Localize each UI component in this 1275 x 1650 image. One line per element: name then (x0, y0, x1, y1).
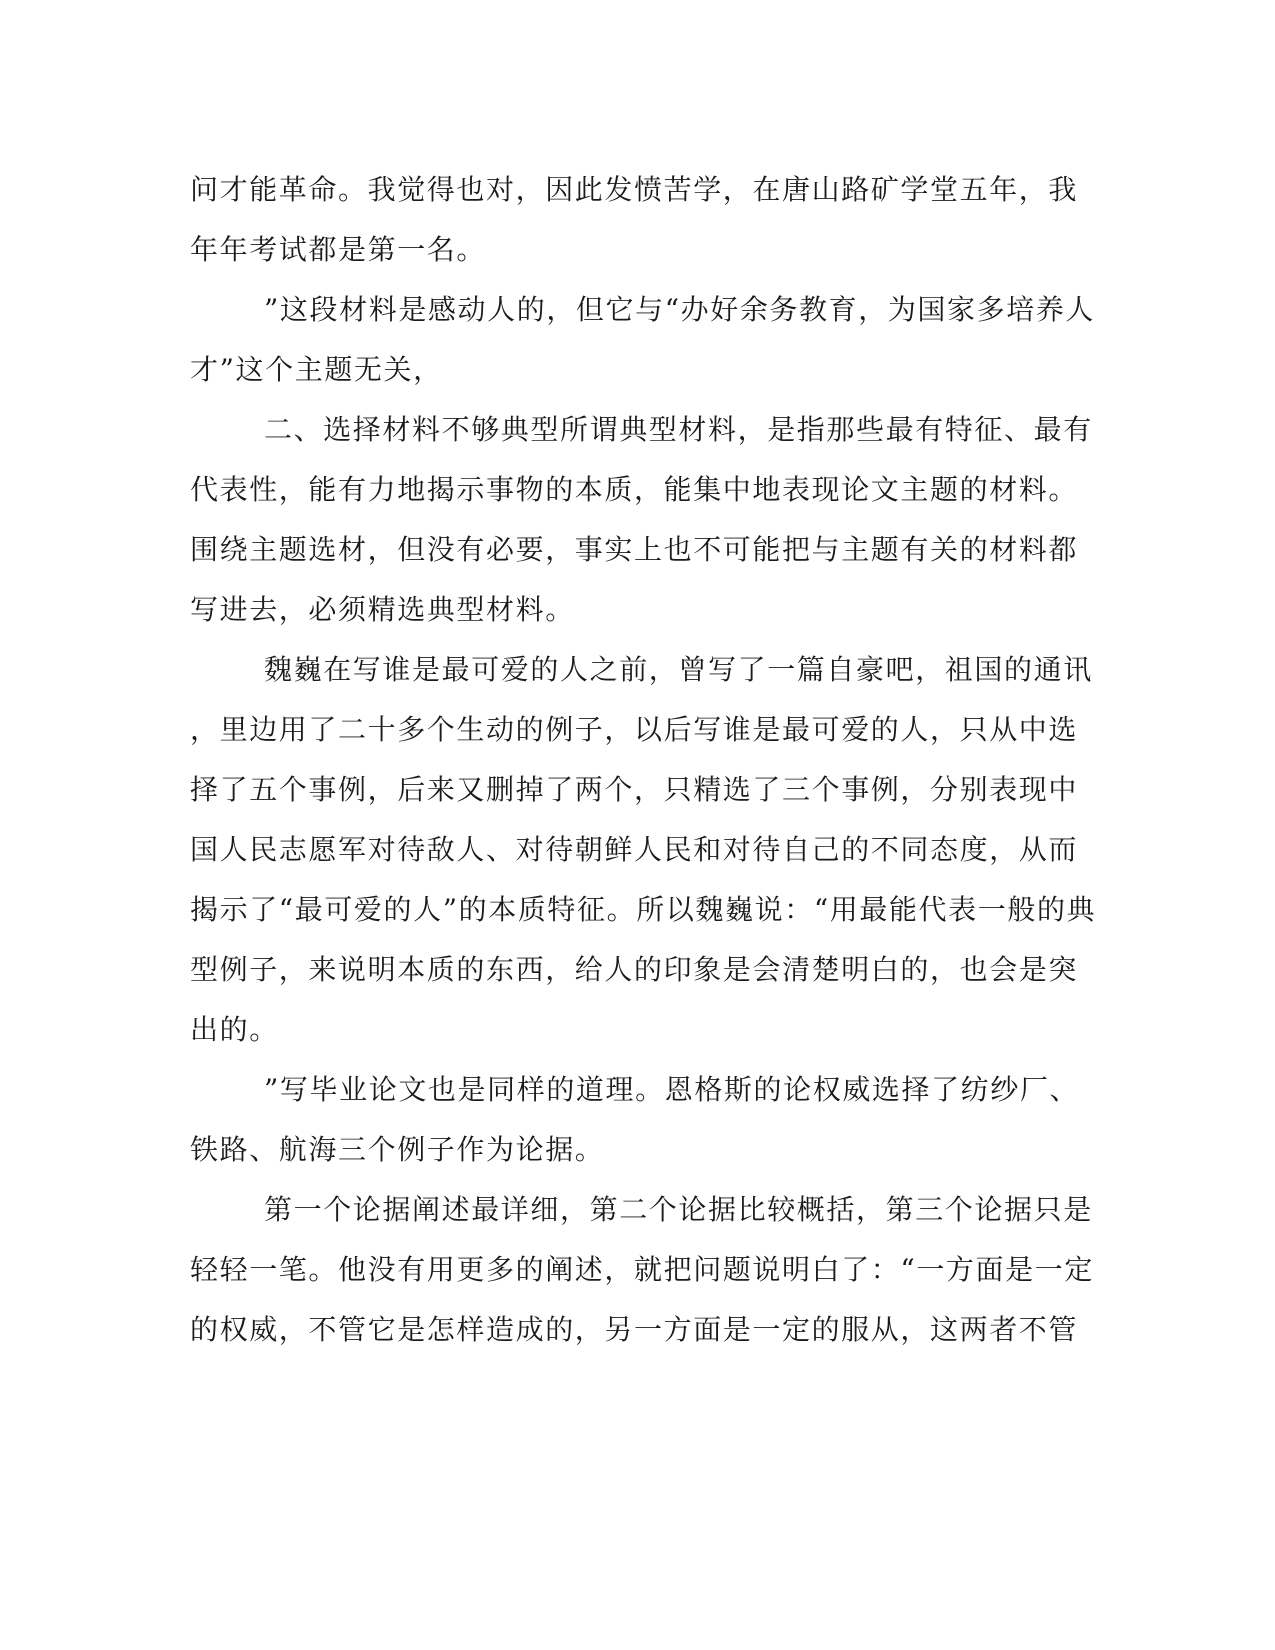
text-line: 型例子，来说明本质的东西，给人的印象是会清楚明白的，也会是突 (190, 953, 1079, 986)
paragraph-start-line: ”这段材料是感动人的，但它与“办好余务教育，为国家多培养人 (264, 293, 1096, 326)
text-line: 出的。 (190, 1013, 279, 1046)
text-line: 轻轻一笔。他没有用更多的阐述，就把问题说明白了：“一方面是一定 (190, 1253, 1094, 1286)
text-line: 的权威，不管它是怎样造成的，另一方面是一定的服从，这两者不管 (190, 1313, 1079, 1346)
text-line: 才”这个主题无关， (190, 353, 443, 386)
text-line: 择了五个事例，后来又删掉了两个，只精选了三个事例，分别表现中 (190, 773, 1079, 806)
text-line: 国人民志愿军对待敌人、对待朝鲜人民和对待自己的不同态度，从而 (190, 833, 1079, 866)
paragraph-start-line: 二、选择材料不够典型所谓典型材料，是指那些最有特征、最有 (264, 413, 1093, 446)
text-line: 写进去，必须精选典型材料。 (190, 593, 575, 626)
text-line: 铁路、航海三个例子作为论据。 (190, 1133, 605, 1166)
text-line: 围绕主题选材，但没有必要，事实上也不可能把与主题有关的材料都 (190, 533, 1079, 566)
text-line: 揭示了“最可爱的人”的本质特征。所以魏巍说：“用最能代表一般的典 (190, 893, 1097, 926)
text-line: ，里边用了二十多个生动的例子，以后写谁是最可爱的人，只从中选 (190, 713, 1079, 746)
paragraph-start-line: ”写毕业论文也是同样的道理。恩格斯的论权威选择了纺纱厂、 (264, 1073, 1080, 1106)
text-line: 年年考试都是第一名。 (190, 233, 487, 266)
text-line: 代表性，能有力地揭示事物的本质，能集中地表现论文主题的材料。 (190, 473, 1079, 506)
text-line: 问才能革命。我觉得也对，因此发愤苦学，在唐山路矿学堂五年，我 (190, 173, 1079, 206)
paragraph-start-line: 魏巍在写谁是最可爱的人之前，曾写了一篇自豪吧，祖国的通讯 (264, 653, 1093, 686)
paragraph-start-line: 第一个论据阐述最详细，第二个论据比较概括，第三个论据只是 (264, 1193, 1093, 1226)
